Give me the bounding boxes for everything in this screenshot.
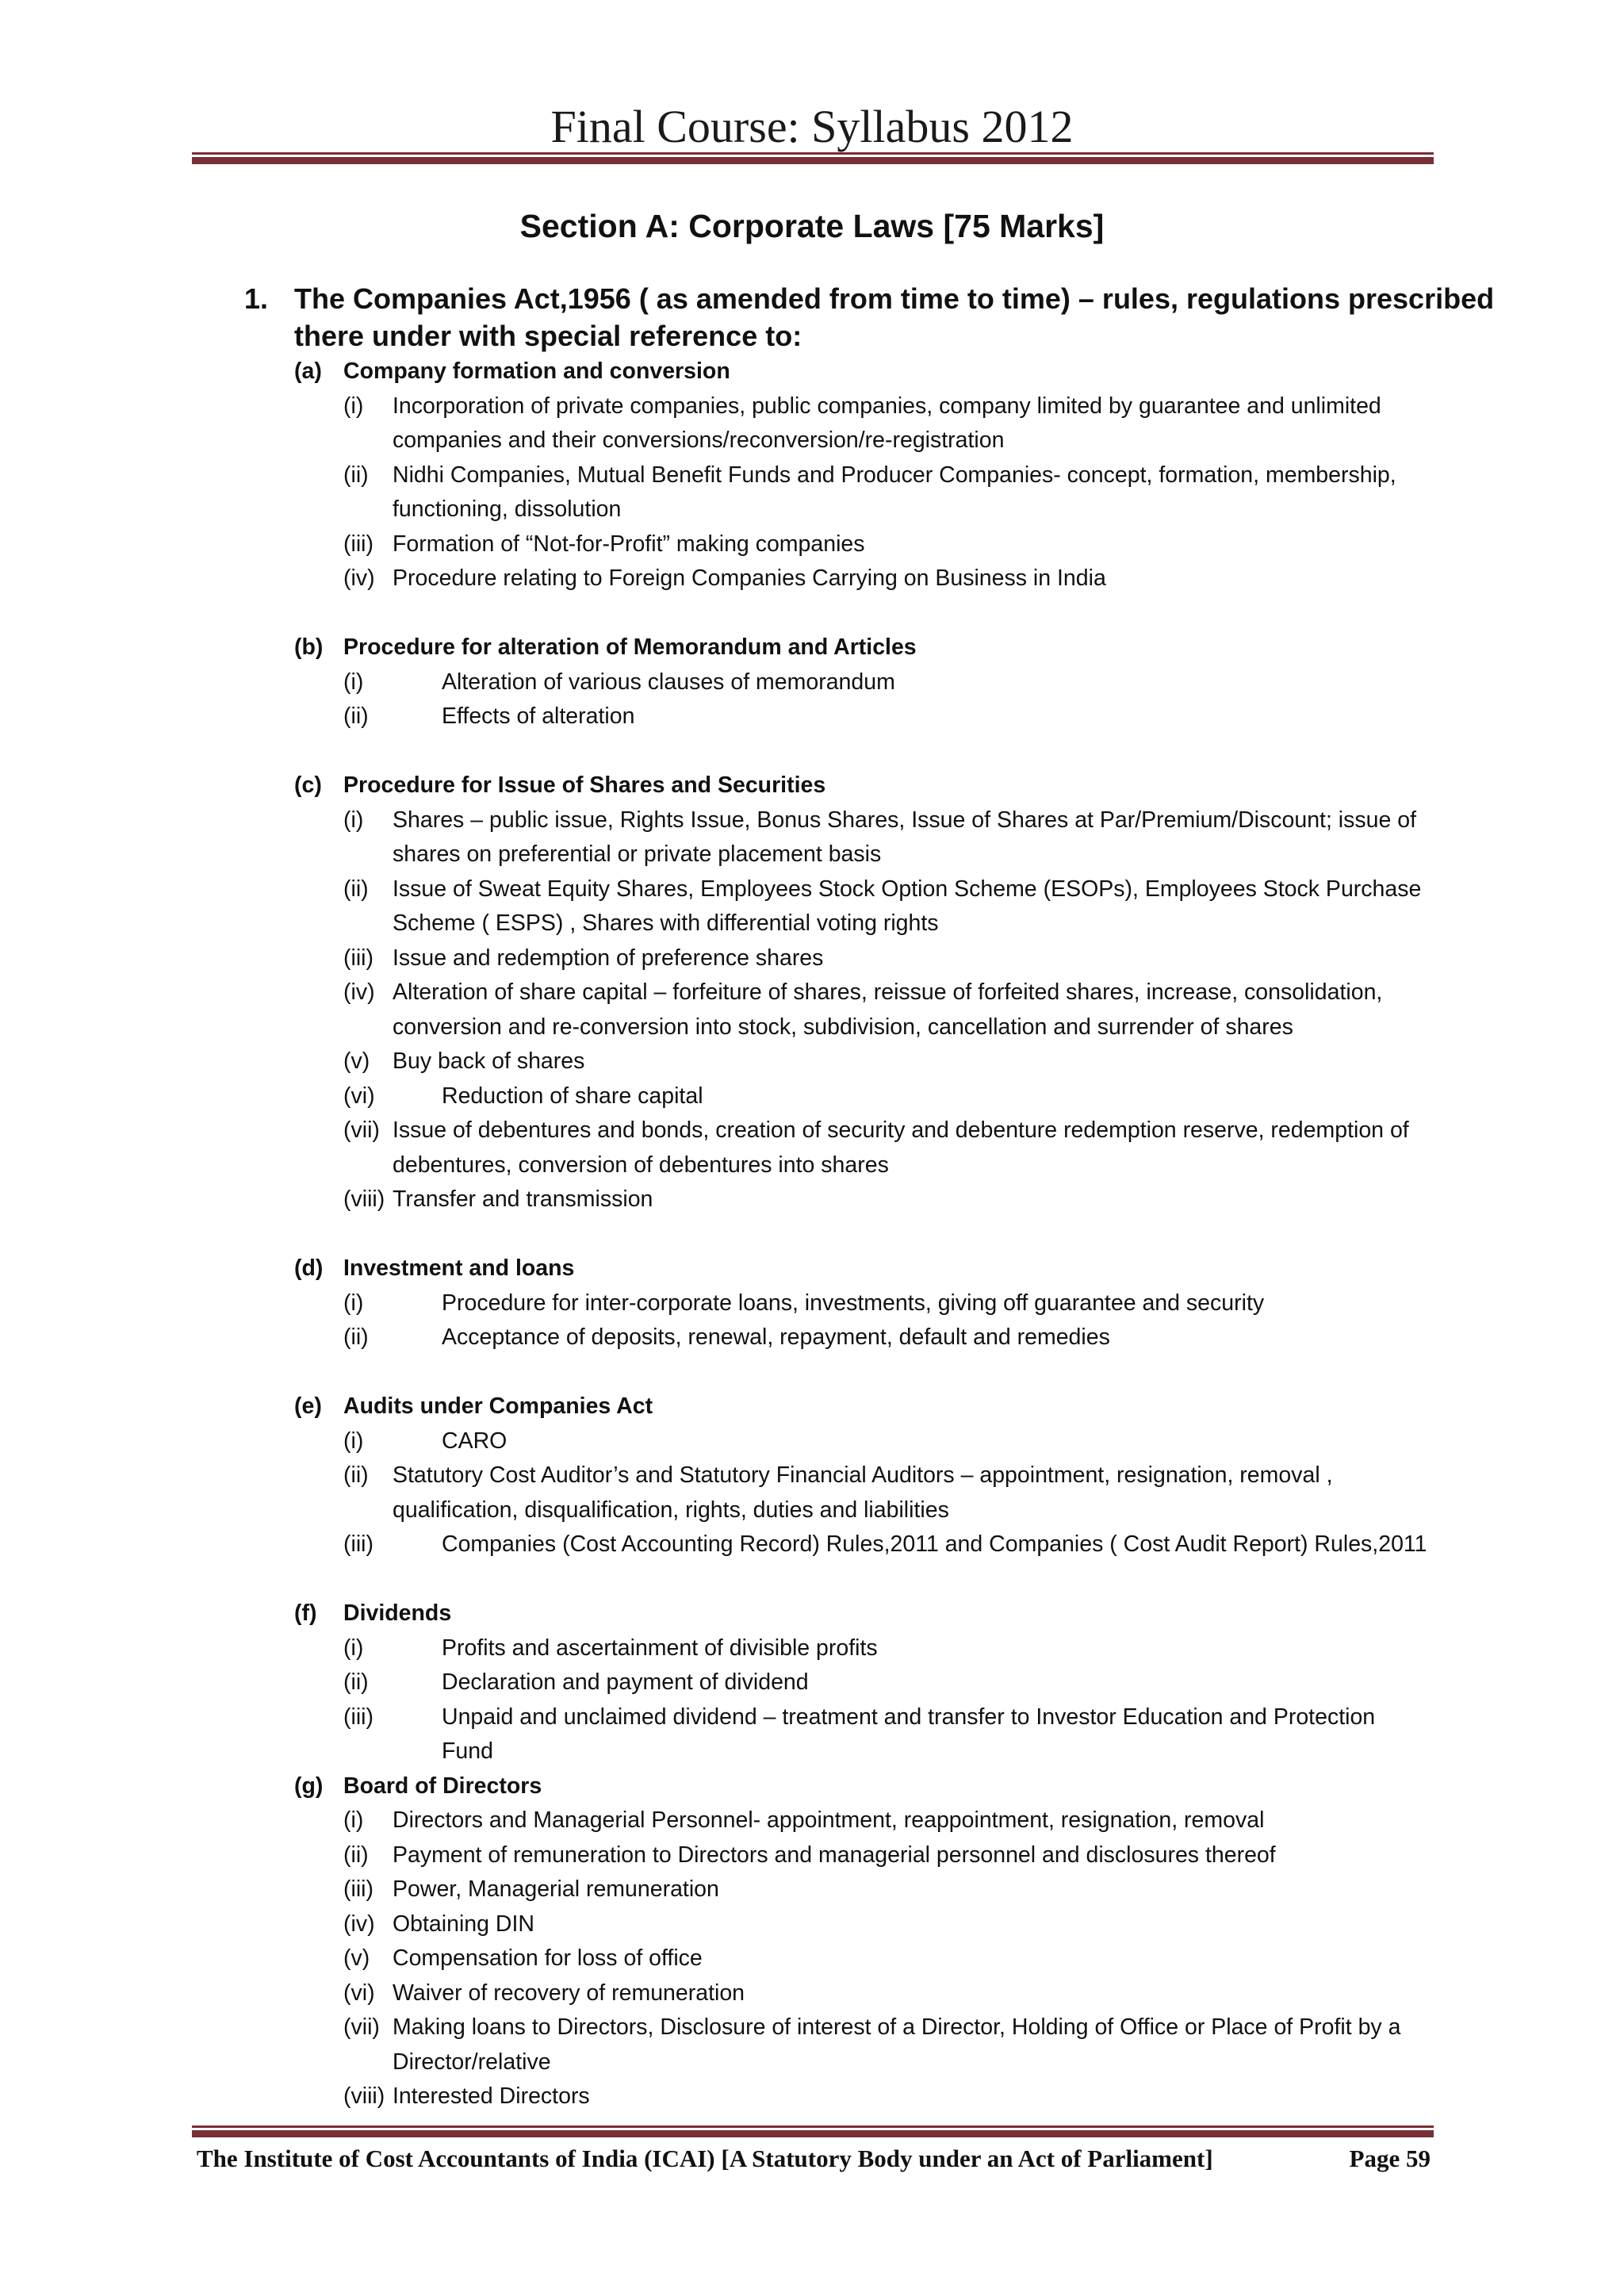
list-item-number: (iii) <box>343 531 373 557</box>
list-item-text: Issue of Sweat Equity Shares, Employees Stock Option Scheme (ESOPs), Employees Stock Purchase <box>393 876 1422 902</box>
list-item <box>0 2010 1624 2045</box>
subsection-title: Dividends <box>343 1600 452 1626</box>
header-rule-thin <box>192 152 1434 155</box>
list-item-text: Issue and redemption of preference shares <box>393 945 824 971</box>
list-item-text: Profits and ascertainment of divisible profits <box>442 1635 878 1661</box>
list-item-continuation <box>0 493 1624 527</box>
list-item-text: Directors and Managerial Personnel- appointment, reappointment, resignation, removal <box>393 1807 1265 1833</box>
list-item-continuation <box>0 1148 1624 1183</box>
page-header-title: Final Course: Syllabus 2012 <box>550 101 1074 152</box>
list-item-number: (i) <box>343 807 364 833</box>
list-item-text: Alteration of various clauses of memorandum <box>442 669 895 695</box>
list-item <box>0 700 1624 734</box>
spacer <box>0 596 1624 631</box>
sections-list <box>0 355 1624 2114</box>
list-item <box>0 1320 1624 1355</box>
list-item <box>0 562 1624 596</box>
list-item <box>0 1838 1624 1873</box>
list-item <box>0 803 1624 838</box>
list-item-number: (viii) <box>343 1186 385 1212</box>
footer-rule-thick <box>192 2130 1434 2137</box>
list-item <box>0 1872 1624 1907</box>
list-item-continuation <box>0 1734 1624 1769</box>
footer-page-number: Page 59 <box>1349 2145 1431 2172</box>
list-item-number: (i) <box>343 393 364 419</box>
list-item-number: (i) <box>343 1290 364 1316</box>
syllabus-content <box>0 280 1624 2114</box>
subsection-title: Procedure for alteration of Memorandum and Articles <box>343 634 917 660</box>
list-item-number: (iv) <box>343 565 375 591</box>
list-item <box>0 1527 1624 1562</box>
spacer <box>0 1562 1624 1597</box>
subsection-heading <box>0 1389 1624 1424</box>
list-item <box>0 665 1624 700</box>
list-item-text: Buy back of shares <box>393 1048 585 1074</box>
list-item-text: Incorporation of private companies, public companies, company limited by guarantee and unlimited <box>393 393 1381 419</box>
list-item <box>0 1631 1624 1666</box>
list-item <box>0 872 1624 907</box>
list-item-number: (vii) <box>343 2014 380 2040</box>
list-item <box>0 976 1624 1010</box>
list-item-text: Director/relative <box>393 2049 551 2075</box>
list-item <box>0 1079 1624 1114</box>
list-item-text: Waiver of recovery of remuneration <box>393 1980 745 2006</box>
list-item-number: (i) <box>343 1635 364 1661</box>
subsection-label: (f) <box>294 1600 317 1626</box>
main-heading-text: there under with special reference to: <box>294 320 802 352</box>
subsection-heading <box>0 1596 1624 1631</box>
section-title: Section A: Corporate Laws [75 Marks] <box>519 208 1105 244</box>
list-item-text: Interested Directors <box>393 2083 590 2109</box>
list-item-continuation <box>0 1010 1624 1045</box>
list-item-text: Statutory Cost Auditor’s and Statutory Financial Auditors – appointment, resignation, removal , <box>393 1462 1333 1488</box>
main-heading-text: The Companies Act,1956 ( as amended from time to time) – rules, regulations prescribed <box>294 282 1495 315</box>
subsection-title: Board of Directors <box>343 1773 542 1799</box>
main-heading-number: 1. <box>244 282 269 315</box>
list-item <box>0 941 1624 976</box>
list-item-number: (v) <box>343 1945 370 1971</box>
subsection-heading <box>0 631 1624 665</box>
spacer <box>0 734 1624 769</box>
list-item-text: Declaration and payment of dividend <box>442 1669 809 1695</box>
subsection-label: (a) <box>294 358 322 384</box>
list-item-text: Power, Managerial remuneration <box>393 1876 719 1902</box>
list-item-number: (ii) <box>343 703 369 729</box>
list-item <box>0 1941 1624 1976</box>
header-rule-thick <box>192 157 1434 164</box>
list-item-continuation <box>0 2045 1624 2080</box>
subsection-heading <box>0 1769 1624 1804</box>
list-item-text: Compensation for loss of office <box>393 1945 703 1971</box>
subsection-label: (e) <box>294 1393 322 1419</box>
list-item-text: Nidhi Companies, Mutual Benefit Funds and Producer Companies- concept, formation, membership, <box>393 462 1396 488</box>
list-item <box>0 1665 1624 1700</box>
subsection-title: Company formation and conversion <box>343 358 730 384</box>
list-item <box>0 1976 1624 2011</box>
list-item-text: Formation of “Not-for-Profit” making companies <box>393 531 865 557</box>
list-item-number: (vii) <box>343 1117 380 1143</box>
spacer <box>0 1355 1624 1390</box>
list-item-text: Making loans to Directors, Disclosure of interest of a Director, Holding of Office or Place of Profit by a <box>393 2014 1401 2040</box>
list-item <box>0 1286 1624 1321</box>
list-item-text: companies and their conversions/reconversion/re-registration <box>393 427 1005 453</box>
list-item-text: Shares – public issue, Rights Issue, Bonus Shares, Issue of Shares at Par/Premium/Discount; issue of <box>393 807 1417 833</box>
list-item-number: (iv) <box>343 979 375 1005</box>
list-item-number: (v) <box>343 1048 370 1074</box>
list-item-number: (ii) <box>343 1669 369 1695</box>
list-item-number: (iii) <box>343 1704 373 1730</box>
list-item <box>0 458 1624 493</box>
list-item-text: Unpaid and unclaimed dividend – treatment and transfer to Investor Education and Protection <box>442 1704 1376 1730</box>
list-item-number: (i) <box>343 1428 364 1454</box>
list-item-number: (ii) <box>343 1462 369 1488</box>
list-item-number: (i) <box>343 669 364 695</box>
subsection-label: (b) <box>294 634 324 660</box>
list-item <box>0 1182 1624 1217</box>
list-item-text: CARO <box>442 1428 508 1454</box>
page-footer <box>197 2139 1431 2179</box>
list-item <box>0 527 1624 562</box>
list-item-text: Procedure for inter-corporate loans, investments, giving off guarantee and security <box>442 1290 1265 1316</box>
footer-rule-thin <box>192 2125 1434 2128</box>
subsection-title: Procedure for Issue of Shares and Securities <box>343 772 826 798</box>
list-item-number: (iii) <box>343 1531 373 1557</box>
list-item <box>0 1114 1624 1148</box>
subsection-label: (g) <box>294 1773 324 1799</box>
list-item-text: qualification, disqualification, rights, duties and liabilities <box>393 1497 949 1523</box>
list-item-continuation <box>0 1493 1624 1528</box>
footer-institute: The Institute of Cost Accountants of India (ICAI) [A Statutory Body under an Act of Parliament] <box>197 2145 1213 2172</box>
list-item-text: Effects of alteration <box>442 703 635 729</box>
main-heading-line-2 <box>0 317 1624 355</box>
list-item-text: Issue of debentures and bonds, creation of security and debenture redemption reserve, redemption of <box>393 1117 1409 1143</box>
list-item-number: (ii) <box>343 462 369 488</box>
list-item <box>0 389 1624 424</box>
list-item-number: (iv) <box>343 1911 375 1937</box>
list-item-text: Transfer and transmission <box>393 1186 653 1212</box>
list-item-continuation <box>0 838 1624 872</box>
list-item-text: shares on preferential or private placement basis <box>393 841 882 867</box>
list-item-number: (ii) <box>343 1324 369 1350</box>
subsection-label: (c) <box>294 772 322 798</box>
list-item-number: (ii) <box>343 876 369 902</box>
list-item-text: functioning, dissolution <box>393 496 622 522</box>
subsection-label: (d) <box>294 1255 324 1281</box>
list-item <box>0 1907 1624 1942</box>
list-item-text: Fund <box>442 1738 493 1764</box>
list-item-text: Alteration of share capital – forfeiture of shares, reissue of forfeited shares, increase, consolidation, <box>393 979 1383 1005</box>
list-item <box>0 1700 1624 1735</box>
list-item-text: Acceptance of deposits, renewal, repayment, default and remedies <box>442 1324 1110 1350</box>
list-item-number: (iii) <box>343 1876 373 1902</box>
subsection-heading <box>0 769 1624 803</box>
list-item <box>0 1803 1624 1838</box>
list-item <box>0 2079 1624 2114</box>
list-item-text: Companies (Cost Accounting Record) Rules,2011 and Companies ( Cost Audit Report) Rules,2011 <box>442 1531 1427 1557</box>
subsection-title: Investment and loans <box>343 1255 575 1281</box>
list-item <box>0 1458 1624 1493</box>
list-item-text: Scheme ( ESPS) , Shares with differential voting rights <box>393 910 939 936</box>
list-item-text: Reduction of share capital <box>442 1083 703 1109</box>
list-item-text: conversion and re-conversion into stock, subdivision, cancellation and surrender of shares <box>393 1014 1293 1040</box>
spacer <box>0 1217 1624 1252</box>
subsection-title: Audits under Companies Act <box>343 1393 653 1419</box>
list-item-number: (viii) <box>343 2083 385 2109</box>
list-item-text: Obtaining DIN <box>393 1911 535 1937</box>
list-item <box>0 1045 1624 1079</box>
list-item-text: Payment of remuneration to Directors and managerial personnel and disclosures thereof <box>393 1842 1276 1868</box>
list-item-number: (vi) <box>343 1083 375 1109</box>
list-item <box>0 1424 1624 1459</box>
list-item-number: (iii) <box>343 945 373 971</box>
list-item-number: (i) <box>343 1807 364 1833</box>
subsection-heading <box>0 1251 1624 1286</box>
list-item-number: (ii) <box>343 1842 369 1868</box>
subsection-heading <box>0 355 1624 389</box>
list-item-continuation <box>0 907 1624 941</box>
list-item-text: debentures, conversion of debentures into shares <box>393 1152 889 1178</box>
list-item-text: Procedure relating to Foreign Companies Carrying on Business in India <box>393 565 1106 591</box>
list-item-continuation <box>0 424 1624 458</box>
list-item-number: (vi) <box>343 1980 375 2006</box>
main-heading-line-1 <box>0 280 1624 317</box>
